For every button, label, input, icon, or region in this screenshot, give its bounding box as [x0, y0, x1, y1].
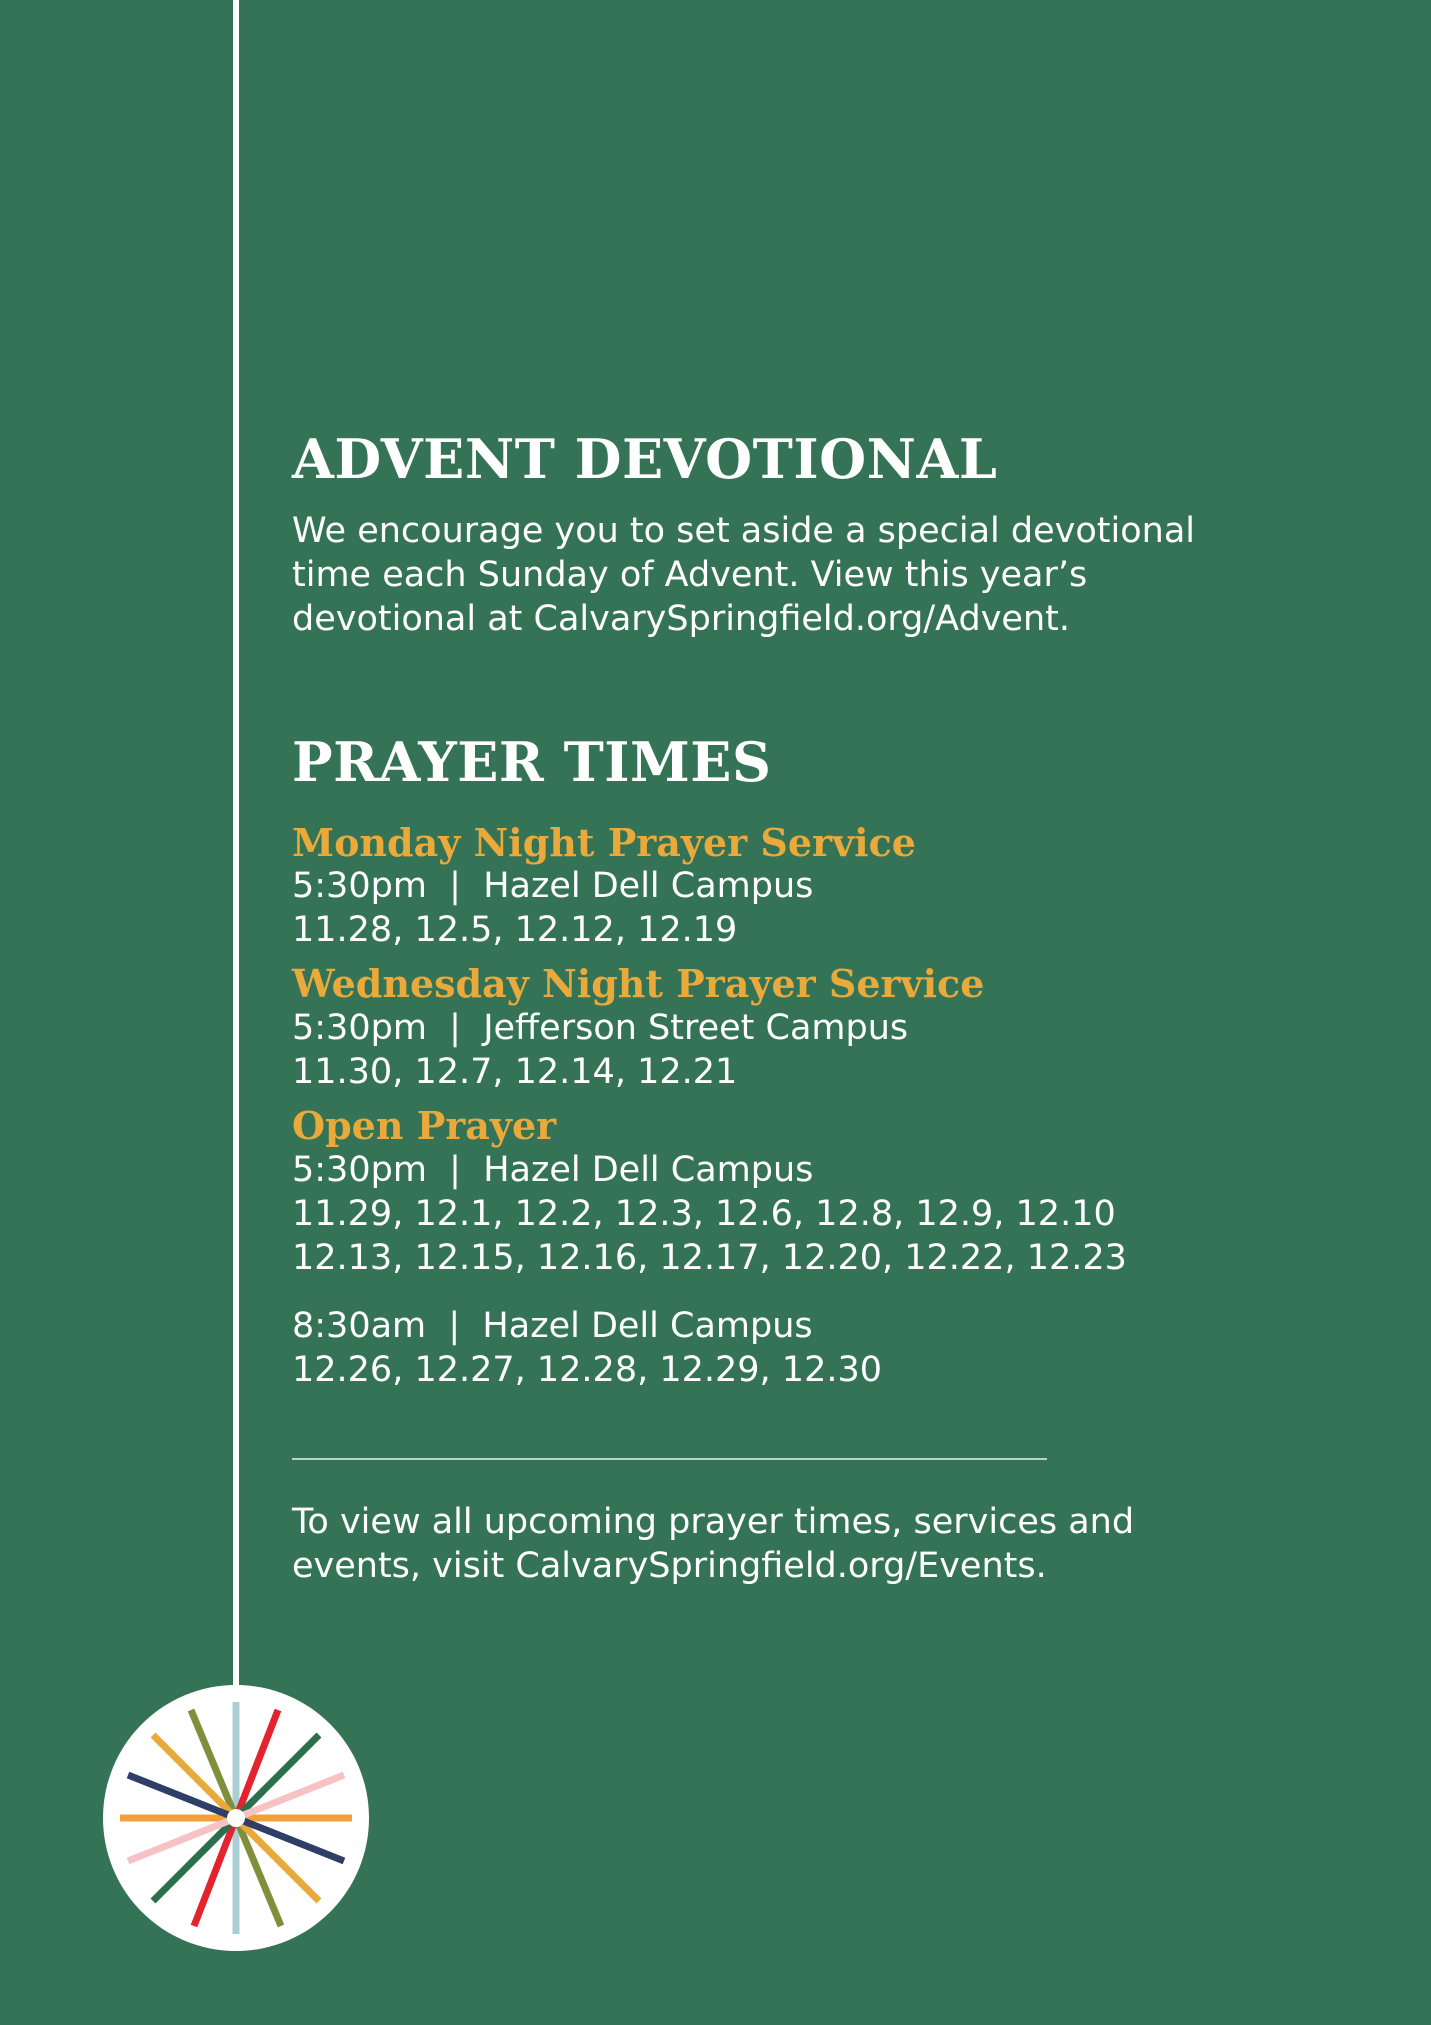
service-monday — [292, 821, 1332, 953]
footer-line: To view all upcoming prayer times, services and — [292, 1501, 1135, 1542]
service-title: Monday Night Prayer Service — [292, 819, 916, 865]
service-time-location: 5:30pm | Hazel Dell Campus — [292, 1149, 814, 1190]
advent-line: We encourage you to set aside a special devotional — [292, 511, 1195, 552]
hanging-line — [233, 0, 239, 1690]
main-content — [292, 427, 1332, 1588]
service-wednesday — [292, 962, 1332, 1094]
service-dates: 11.30, 12.7, 12.14, 12.21 — [292, 1052, 738, 1093]
service-time-location: 5:30pm | Jefferson Street Campus — [292, 1008, 909, 1049]
service-title: Wednesday Night Prayer Service — [292, 961, 985, 1007]
service-time-location: 5:30pm | Hazel Dell Campus — [292, 866, 814, 907]
starburst-ornament-icon — [103, 1685, 369, 1951]
service-dates: 12.26, 12.27, 12.28, 12.29, 12.30 — [292, 1349, 882, 1390]
footer-line: events, visit CalvarySpringfield.org/Events. — [292, 1545, 1047, 1586]
service-dates: 11.28, 12.5, 12.12, 12.19 — [292, 910, 738, 951]
advent-title: ADVENT DEVOTIONAL — [292, 427, 998, 491]
service-dates: 12.13, 12.15, 12.16, 12.17, 12.20, 12.22, 12.23 — [292, 1237, 1127, 1278]
advent-line: devotional at CalvarySpringfield.org/Advent. — [292, 599, 1070, 640]
divider — [292, 1458, 1047, 1460]
prayer-times-title: PRAYER TIMES — [292, 730, 772, 795]
footer-note — [292, 1500, 1332, 1588]
advent-description — [292, 509, 1332, 641]
service-dates: 11.29, 12.1, 12.2, 12.3, 12.6, 12.8, 12.9, 12.10 — [292, 1193, 1116, 1234]
service-open-prayer — [292, 1104, 1332, 1392]
service-title: Open Prayer — [292, 1103, 557, 1149]
advent-line: time each Sunday of Advent. View this year’s — [292, 555, 1088, 596]
service-time-location: 8:30am | Hazel Dell Campus — [292, 1305, 813, 1346]
